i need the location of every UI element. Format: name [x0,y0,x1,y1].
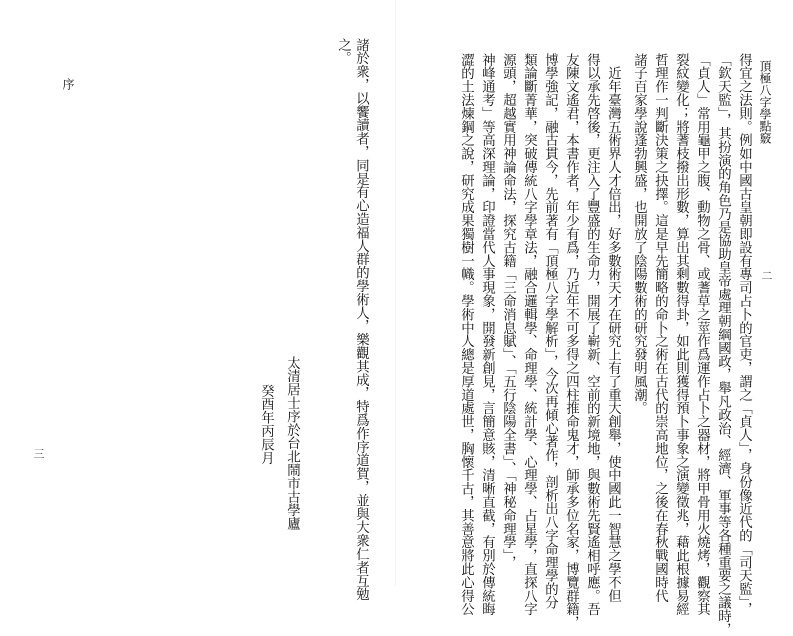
section-label: 序 [61,78,75,90]
text-column: 類論斷菁華，突破傳統八字學章法，融合邏輯學、命理學、統計學、心理學、占星學，直探八字 [521,53,537,616]
text-column: 博學強記，融古貫今，先前著有「頂極八字學解析」，今次再傾心著作，剖析出八字命理學的分 [542,53,558,610]
text-column: 「欽天監」，其扮演的角色乃是協助皇帝處理朝綱國政，舉凡政治、經濟、軍事等各種重要之議時， [715,53,731,636]
text-column: 諸於衆，以饗讀者，同是有心造福人群的學術人，樂觀其成，特爲作序道賀，並與大衆仁者互勉 [353,38,369,601]
running-title: 頂極八字學點竅 [758,60,772,144]
preface-author-signature: 太清居士序於台北鬧市古學廬 [284,356,300,531]
text-column: 哲理作一判斷決策之抉擇。這是早先簡略的命卜之術在古代的崇高地位，之後在春秋戰國時代 [652,53,668,603]
page-number: 三 [32,448,45,459]
text-column: 澀的土法煉鋼之說，研究成果獨樹一幟。學術中人總是厚道處世，胸懷千古，其善意將此心得公 [458,53,474,616]
right-page [396,0,793,636]
text-column: 神峰通考」等高深理論，印證當代人事現象，開發新創見，言簡意賅，清晰直截，有別於傳統晦 [479,53,495,616]
page-number: 二 [760,270,773,281]
text-column: 諸子百家學說蓬勃興盛，也開放了陰陽數術的研究發明風潮。 [631,53,647,415]
text-column: 之。 [335,38,351,65]
text-column: 裂紋變化；將蓍枝撥出形數，算出其剩數得卦，如此則獲得預卜事象之演變徵兆，藉此根據易經 [673,53,689,616]
left-page [0,0,396,601]
text-column: 得宜之法則。例如中國古皇朝即設有專司占卜的官吏，謂之「貞人」，身份像近代的「司天監」， [736,53,752,616]
text-column: 近年臺灣五術界人才倍出，好多數術天才在研究上有了重大創舉，使中國此一智慧之學不但 [605,53,621,603]
text-column: 「貞人」常用龜甲之腹、動物之骨、或蓍草之莖作爲運作占卜之器材，將甲骨用火燒烤，觀察其 [694,53,710,616]
text-column: 源頭，超越實用神論命法，探究古籍「三命消息賦」、「五行陰陽全書」、「神秘命理學」， [500,53,516,569]
preface-date: 癸酉年丙辰月 [258,384,274,465]
text-column: 友陳文遙君，本書作者，年少有爲，乃近年不可多得之四柱推命鬼才，師承多位名家，博覽群籍， [563,53,579,630]
text-column: 得以承先啓後，更注入了豐盛的生命力，開展了嶄新、空前的新境地，與數術先賢遙相呼應。吾 [584,53,600,616]
